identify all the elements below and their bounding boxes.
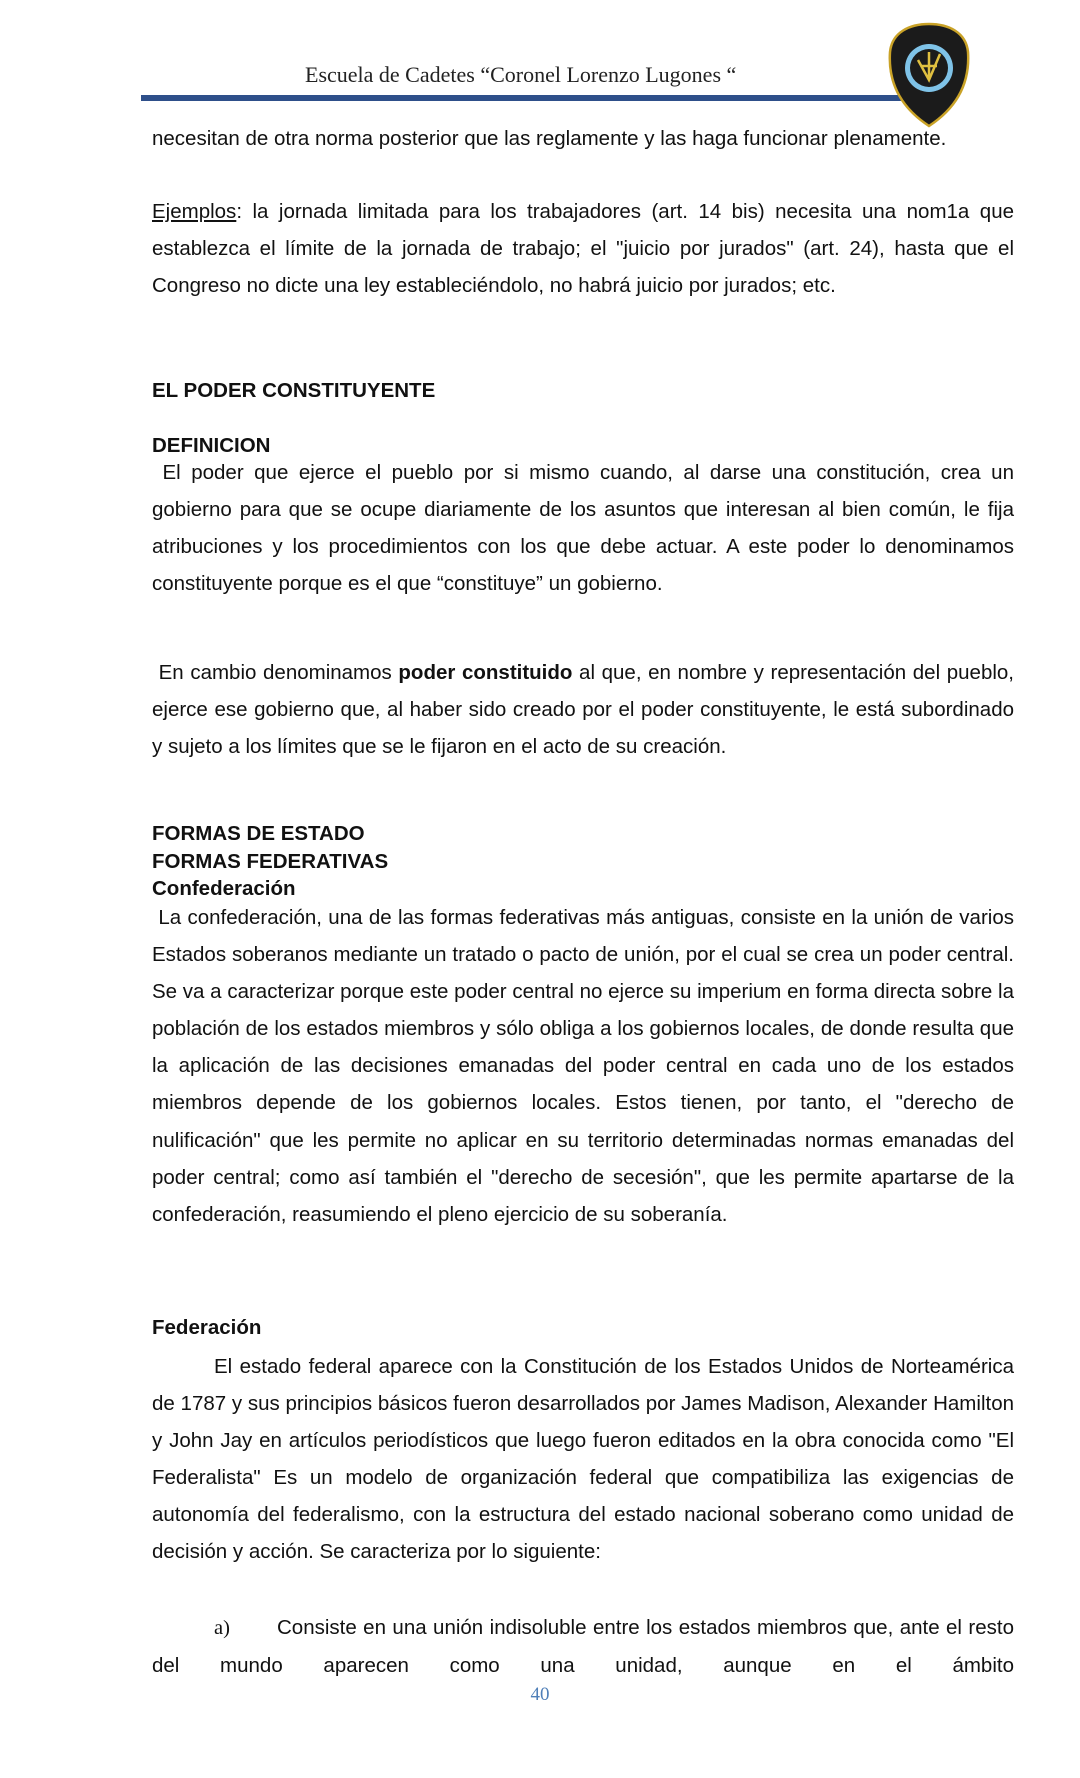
heading-definicion: DEFINICION: [152, 434, 271, 457]
paragraph-text: necesitan de otra norma posterior que las reglamente y las haga funcionar plenamente.: [152, 127, 947, 150]
paragraph-text: La confederación, una de las formas federativas más antiguas, consiste en la unión de varios Estados soberanos mediante un tratado o pacto de unión, por el cual se crea un poder central. Se va a caracterizar porque este poder central no ejerce su imperium en forma directa sobre la población de los estados miembros y sólo obliga a los gobiernos locales, de donde resulta que la aplicación de las decisiones emanadas del poder central en cada uno de los estados miembros depende de los gobiernos locales. Estos tienen, por tanto, el "derecho de nulificación" que les permite no aplicar en su territorio determinadas normas emanadas del poder central; como así también el "derecho de secesión", que les permite apartarse de la confederación, reasumiendo el pleno ejercicio de su soberanía.: [152, 906, 1020, 1226]
header-rule: [141, 95, 901, 101]
paragraph-ejemplos: [152, 193, 1014, 304]
list-item-a: [152, 1609, 1014, 1684]
heading-confederacion: Confederación: [152, 877, 296, 900]
heading-poder-constituyente: EL PODER CONSTITUYENTE: [152, 379, 436, 402]
ejemplos-text: : la jornada limitada para los trabajadores (art. 14 bis) necesita una nom1a que establezca el límite de la jornada de trabajo; el "juicio por jurados" (art. 24), hasta que el Congreso no dicte una ley estableciéndolo, no habrá juicio por jurados; etc.: [152, 200, 1014, 298]
text: al que, en nombre y representación del pueblo, ejerce ese gobierno que, al haber sido creado por el poder constituyente, le está subordinado y sujeto a los límites que se le fijaron en el acto de su creación.: [152, 661, 1020, 759]
bold-term: poder constituido: [398, 661, 573, 684]
paragraph-text: El estado federal aparece con la Constitución de los Estados Unidos de Norteamérica de 1787 y sus principios básicos fueron desarrollados por James Madison, Alexander Hamilton y John Jay en artículos periodísticos que luego fueron editados en la obra conocida como "El Federalista" Es un modelo de organización federal que compatibiliza las exigencias de autonomía del federalismo, con la estructura del estado nacional soberano como unidad de decisión y acción. Se caracteriza por lo siguiente:: [152, 1355, 1014, 1564]
list-item-text: Consiste en una unión indisoluble entre los estados miembros que, ante el resto del mundo aparecen como una unidad, aunque en el ámbito: [152, 1616, 1014, 1678]
paragraph-confederacion: [152, 899, 1020, 1233]
ejemplos-label: Ejemplos: [152, 200, 237, 223]
heading-formas-estado: FORMAS DE ESTADO: [152, 822, 365, 845]
paragraph-intro: [152, 120, 1014, 157]
page-number: 40: [530, 1684, 550, 1705]
list-marker: a): [214, 1617, 230, 1639]
paragraph-federacion: [152, 1348, 1014, 1571]
paragraph-poder-constituido: [152, 654, 1020, 765]
paragraph-definicion: [152, 454, 1020, 602]
heading-formas-federativas: FORMAS FEDERATIVAS: [152, 850, 389, 873]
heading-federacion: Federación: [152, 1316, 262, 1339]
text: En cambio denominamos: [152, 661, 399, 684]
paragraph-text: El poder que ejerce el pueblo por si mismo cuando, al darse una constitución, crea un gobierno para que se ocupe diariamente de los asuntos que interesan al bien común, le fija atribuciones y los procedimientos con los que debe actuar. A este poder lo denominamos constituyente porque es el que “constituye” un gobierno.: [152, 461, 1020, 596]
header-title: Escuela de Cadetes “Coronel Lorenzo Lugones “: [305, 62, 737, 87]
school-crest-logo: [888, 22, 970, 128]
